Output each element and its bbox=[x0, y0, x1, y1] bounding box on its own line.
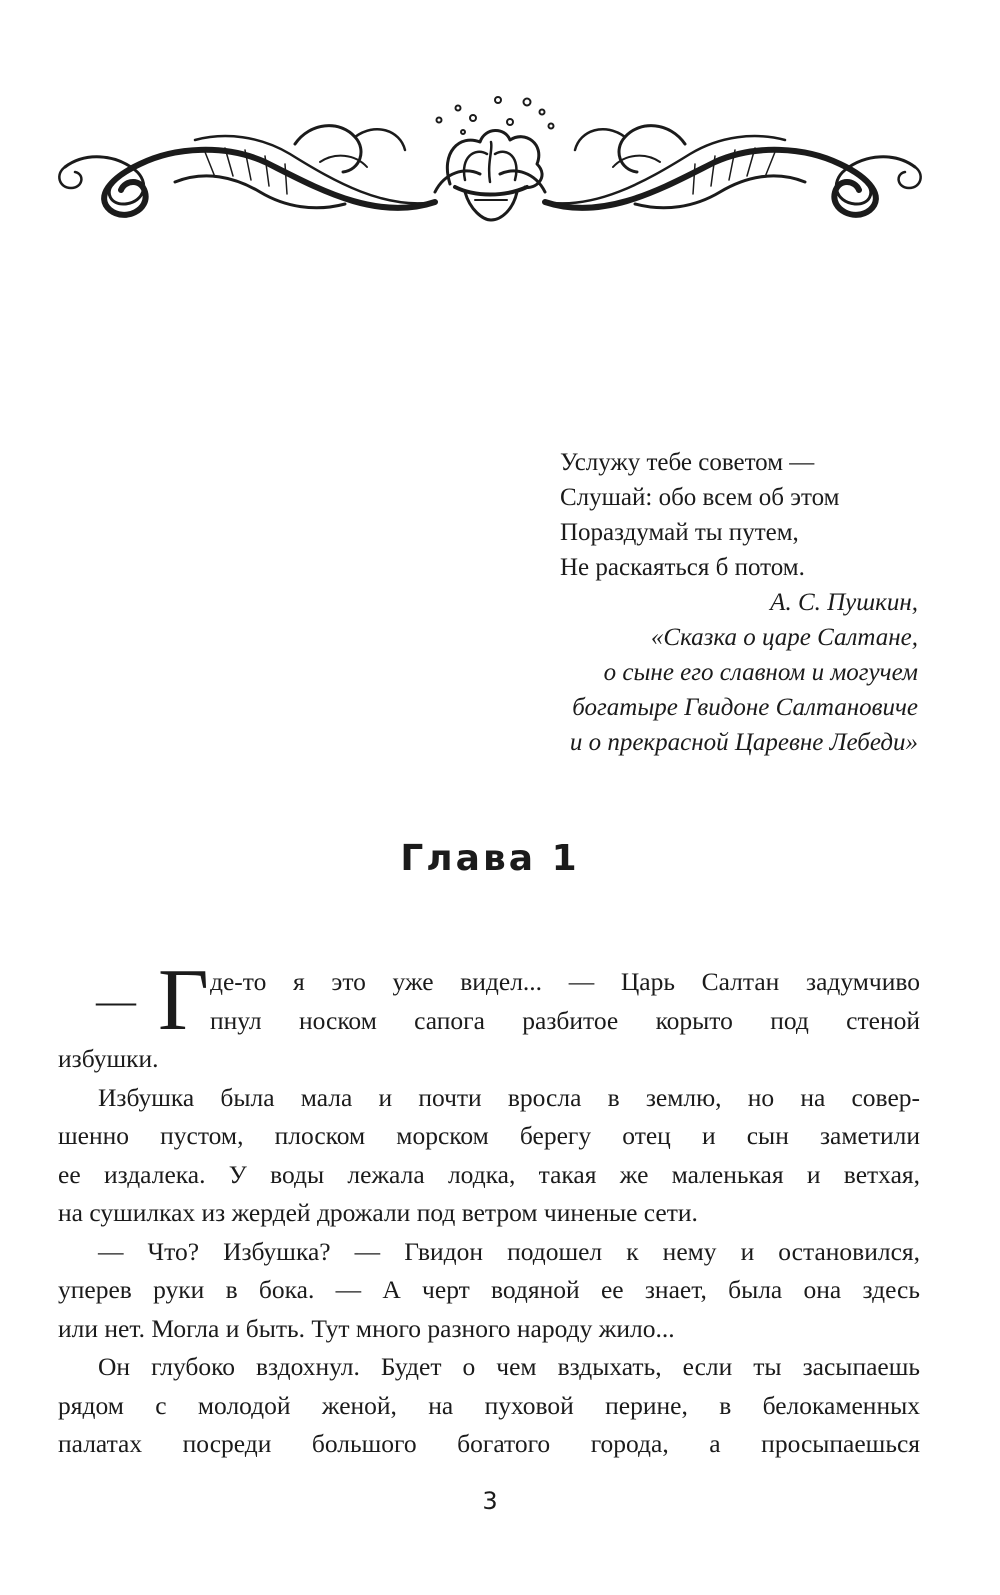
text-line: пнул носком сапога разбитое корыто под стеной bbox=[210, 1005, 920, 1035]
paragraph bbox=[58, 1079, 920, 1233]
epigraph-attribution-line: богатыре Гвидоне Салтановиче bbox=[572, 694, 918, 721]
text-line: — Что? Избушка? — Гвидон подошел к нему и остановился, bbox=[98, 1236, 920, 1266]
text-line: рядом с молодой женой, на пуховой перине, в белокаменных bbox=[58, 1390, 920, 1420]
drop-cap-letter: Г bbox=[158, 952, 209, 1049]
verse-line: Услужу тебе советом — bbox=[560, 449, 815, 476]
verse-line: Пораздумай ты путем, bbox=[560, 519, 799, 546]
epigraph-attribution-line: и о прекрасной Царевне Лебеди» bbox=[569, 729, 918, 756]
text-line: де-то я это уже видел... — Царь Салтан задумчиво bbox=[210, 967, 920, 996]
body-text bbox=[58, 952, 920, 1464]
text-line: шенно пустом, плоском морском берегу отец и сын заметили bbox=[58, 1121, 920, 1150]
text-line: ее издалека. У воды лежала лодка, такая же маленькая и ветхая, bbox=[58, 1159, 920, 1189]
epigraph-verse bbox=[480, 445, 918, 585]
epigraph bbox=[480, 445, 918, 760]
text-line: на сушилках из жердей дрожали под ветром чиненые сети. bbox=[58, 1198, 698, 1227]
epigraph-attribution-line: А. С. Пушкин, bbox=[770, 589, 918, 616]
text-line: избушки. bbox=[58, 1044, 159, 1073]
chapter-title: Глава 1 bbox=[400, 838, 580, 879]
baroque-scroll-with-shell-ornament-icon bbox=[55, 92, 925, 232]
text-line: Избушка была мала и почти вросла в землю, но на совер- bbox=[98, 1082, 920, 1112]
verse-line: Слушай: обо всем об этом bbox=[560, 484, 840, 511]
text-line: уперев руки в бока. — А черт водяной ее знает, была она здесь bbox=[58, 1275, 920, 1304]
epigraph-attribution-line: о сыне его славном и могучем bbox=[603, 659, 918, 686]
paragraph bbox=[58, 1233, 920, 1349]
verse-line: Не раскаяться б потом. bbox=[560, 554, 805, 581]
epigraph-attribution-line: «Сказка о царе Салтане, bbox=[650, 624, 918, 651]
text-line: палатах посреди большого богатого города, а просыпаешься bbox=[58, 1429, 920, 1458]
paragraph bbox=[58, 1348, 920, 1464]
page-number: 3 bbox=[482, 1487, 498, 1515]
dialogue-dash: — bbox=[96, 978, 136, 1023]
text-line: Он глубоко вздохнул. Будет о чем вздыхать, если ты засыпаешь bbox=[98, 1352, 920, 1381]
text-line: или нет. Могла и быть. Тут много разного народу жило... bbox=[58, 1313, 675, 1343]
first-paragraph bbox=[58, 952, 920, 1049]
